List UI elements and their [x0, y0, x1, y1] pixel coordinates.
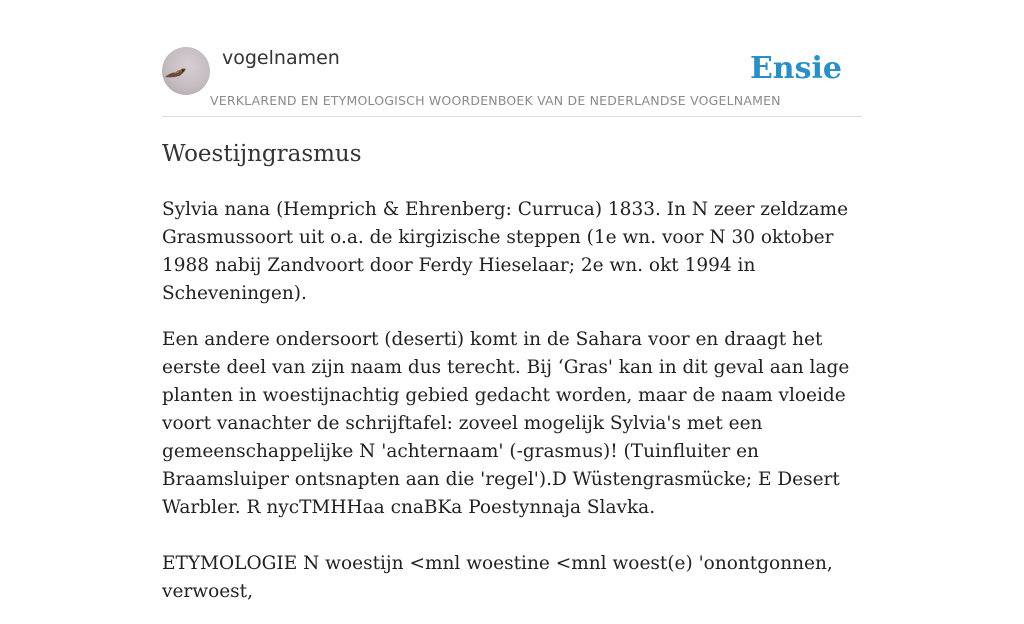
- article-paragraph: Een andere ondersoort (deserti) komt in de Sahara voor en draagt het eerste deel van zijn naam dus terecht. Bij ‘Gras' kan in dit geval aan lage planten in woestijnachtig gebied gedacht worden, maar de naam vloeide voort vanachter de schrijftafel: zoveel mogelijk Sylvia's met een gemeenschappelijke N 'achternaam' (-grasmus)! (Tuinfluiter en Braamsluiper ontsnapten aan die 'regel').D Wüstengrasmücke; E Desert Warbler. R nycTMHHaa cnaBKa Poestynnaja Slavka.: [162, 329, 850, 518]
- article-paragraph: Sylvia nana (Hemprich & Ehrenberg: Curruca) 1833. In N zeer zeldzame Grasmussoort uit o.a. de kirgizische steppen (1e wn. voor N 30 oktober 1988 nabij Zandvoort door Ferdy Hieselaar; 2e wn. okt 1994 in Scheveningen).: [162, 199, 849, 304]
- ensie-logo[interactable]: Ensie: [749, 51, 842, 86]
- site-tagline: VERKLAREND EN ETYMOLOGISCH WOORDENBOEK VAN DE NEDERLANDSE VOGELNAMEN: [210, 93, 781, 108]
- article: [162, 138, 862, 624]
- bird-icon: [162, 47, 210, 95]
- site-avatar[interactable]: [162, 47, 210, 95]
- article-title: Woestijngrasmus: [162, 141, 362, 167]
- etymology-paragraph: ETYMOLOGIE N woestijn <mnl woestine <mnl woest(e) 'onontgonnen, verwoest,: [162, 553, 833, 602]
- site-name-link[interactable]: vogelnamen: [222, 47, 340, 69]
- site-header: [162, 46, 862, 117]
